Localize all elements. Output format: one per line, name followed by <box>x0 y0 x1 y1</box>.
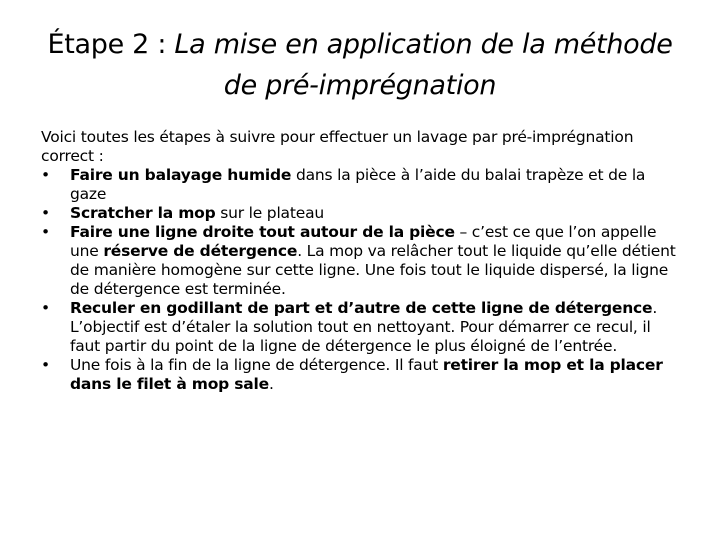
title-prefix: Étape 2 : <box>47 29 175 60</box>
step-text-secondary: . <box>268 375 274 393</box>
list-item <box>41 223 681 299</box>
step-text: – c’est ce que l’on appelle une <box>70 223 657 260</box>
list-item <box>41 166 681 204</box>
step-bold: Faire une ligne droite tout autour de la pièce <box>70 223 455 241</box>
step-bold: Faire un balayage humide <box>70 166 292 184</box>
slide-title <box>40 24 680 106</box>
steps-list <box>41 166 681 394</box>
list-item <box>41 299 681 356</box>
step-text: dans la pièce à l’aide du balai trapèze et de la gaze <box>70 166 646 203</box>
step-text: Une fois à la fin de la ligne de détergence. Il faut <box>70 356 443 374</box>
bullet-icon: • <box>41 299 50 317</box>
slide-body <box>41 128 681 394</box>
bullet-icon: • <box>41 223 50 241</box>
bullet-icon: • <box>41 356 50 374</box>
bullet-icon: • <box>41 166 50 184</box>
step-bold: Scratcher la mop <box>70 204 216 222</box>
step-bold-secondary: réserve de détergence <box>103 242 298 260</box>
step-bold: Reculer en godillant de part et d’autre de cette ligne de détergence <box>70 299 653 317</box>
list-item <box>41 356 681 394</box>
bullet-icon: • <box>41 204 50 222</box>
step-bold: retirer la mop et la placer dans le filet à mop sale <box>70 356 663 393</box>
step-text: sur le plateau <box>215 204 324 222</box>
step-text: . L’objectif est d’étaler la solution tout en nettoyant. Pour démarrer ce recul, il faut partir du point de la ligne de détergence le plus éloigné de l’entrée. <box>70 299 658 355</box>
title-italic: La mise en application de la méthode de pré-imprégnation <box>174 29 673 101</box>
step-text-secondary: . La mop va relâcher tout le liquide qu’elle détient de manière homogène sur cette ligne. Une fois tout le liquide dispersé, la ligne de détergence est terminée. <box>70 242 676 298</box>
list-item <box>41 204 681 223</box>
intro-text: Voici toutes les étapes à suivre pour effectuer un lavage par pré-imprégnation correct : <box>41 128 634 165</box>
